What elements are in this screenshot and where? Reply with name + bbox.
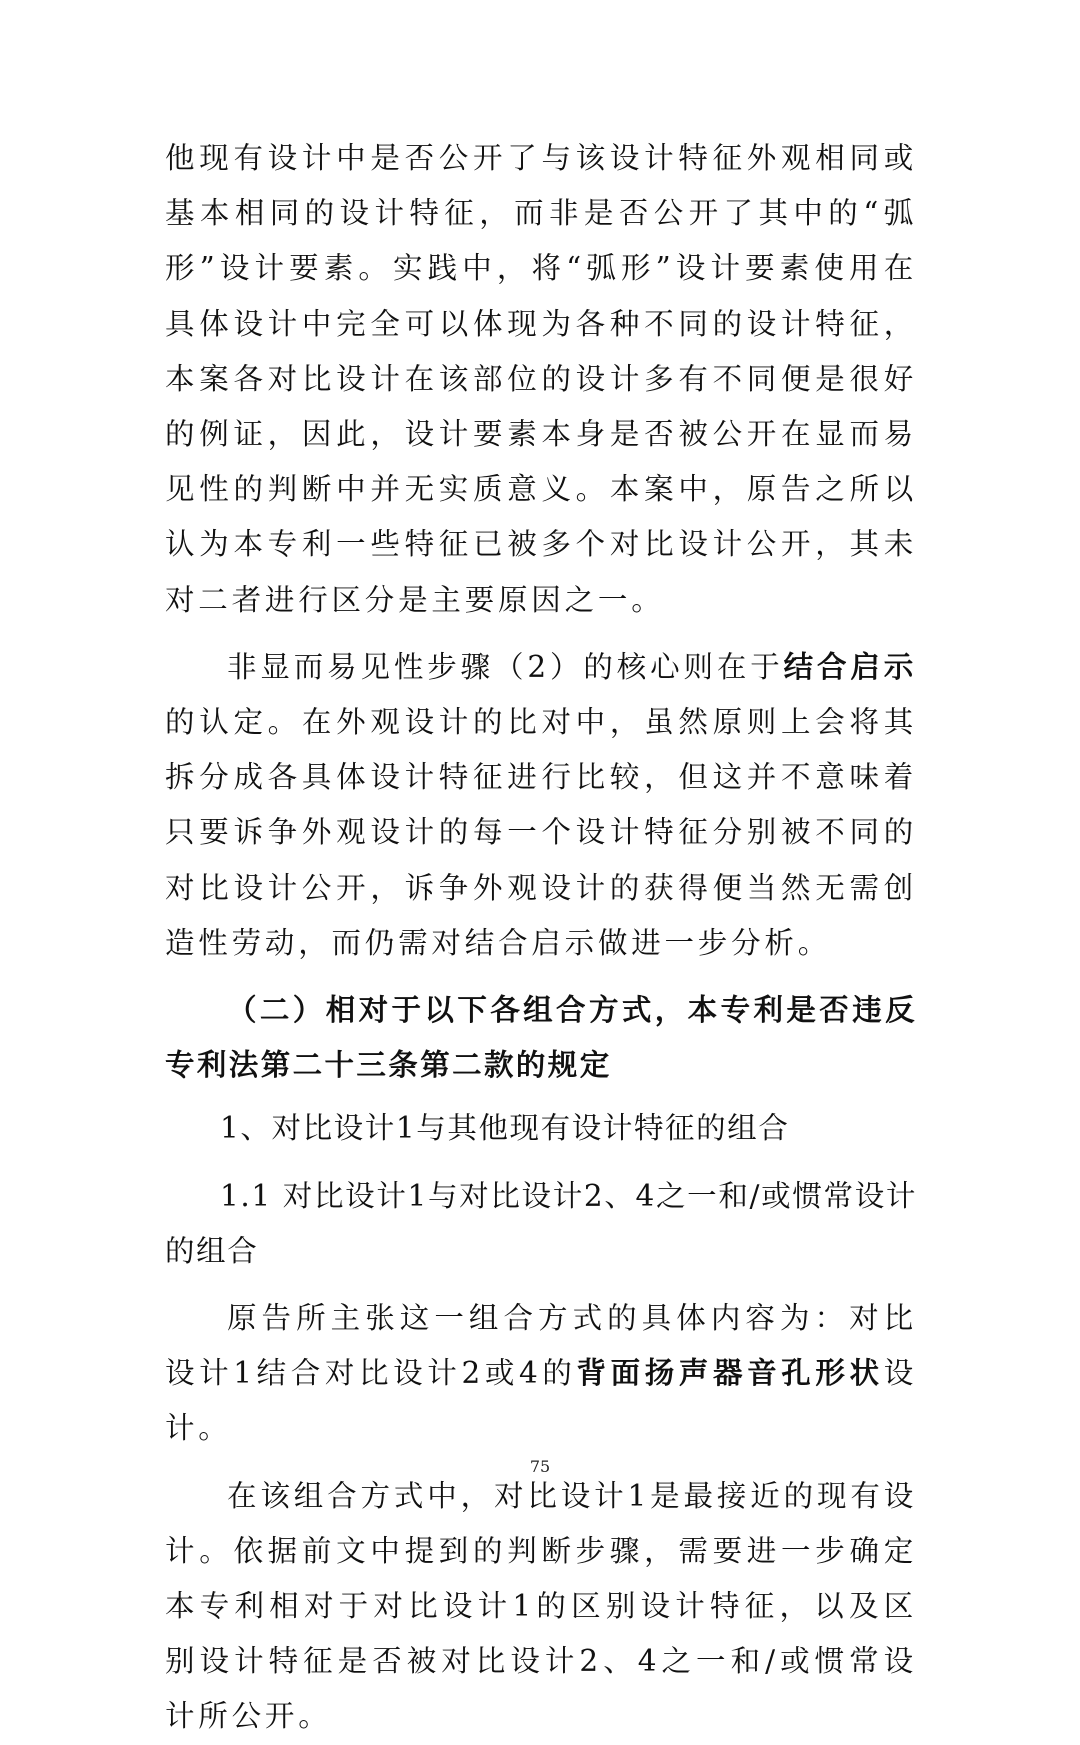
emphasis-combination-hint: 结合启示 <box>783 649 917 684</box>
paragraph-plaintiff-claim <box>165 1291 917 1457</box>
paragraph-text: 设计。 <box>165 1356 917 1446</box>
subsection-heading-1: 1、对比设计1与其他现有设计特征的组合 <box>220 1111 790 1146</box>
emphasis-speaker-hole-shape: 背面扬声器音孔形状 <box>576 1356 884 1391</box>
paragraph-text: 原告所主张这一组合方式的具体内容为：对比设计1结合对比设计2或4的 <box>165 1301 917 1391</box>
paragraph-continuation: 他现有设计中是否公开了与该设计特征外观相同或基本相同的设计特征，而非是否公开了其中的“弧形”设计要素。实践中，将“弧形”设计要素使用在具体设计中完全可以体现为各种不同的设计特征，本案各对比设计在该部位的设计多有不同便是很好的例证，因此，设计要素本身是否被公开在显而易见性的判断中并无实质意义。本案中，原告之所以认为本专利一些特征已被多个对比设计公开，其未对二者进行区分是主要原因之一。 <box>165 141 917 617</box>
paragraph-closest-design: 在该组合方式中，对比设计1是最接近的现有设计。依据前文中提到的判断步骤，需要进一步确定本专利相对于对比设计1的区别设计特征，以及区别设计特征是否被对比设计2、4之一和/或惯常设计所公开。 <box>165 1478 917 1734</box>
section-heading: （二）相对于以下各组合方式，本专利是否违反专利法第二十三条第二款的规定 <box>165 993 917 1083</box>
document-body <box>165 131 917 1745</box>
page-number: 75 <box>529 1457 551 1476</box>
paragraph-text: 非显而易见性步骤（2）的核心则在于 <box>227 649 784 684</box>
paragraph-combination-hint <box>165 640 917 971</box>
paragraph-text: 的认定。在外观设计的比对中，虽然原则上会将其拆分成各具体设计特征进行比较，但这并不意味着只要诉争外观设计的每一个设计特征分别被不同的对比设计公开，诉争外观设计的获得便当然无需创造性劳动，而仍需对结合启示做进一步分析。 <box>165 705 917 960</box>
subsection-heading-1-1: 1.1 对比设计1与对比设计2、4之一和/或惯常设计的组合 <box>165 1178 917 1268</box>
